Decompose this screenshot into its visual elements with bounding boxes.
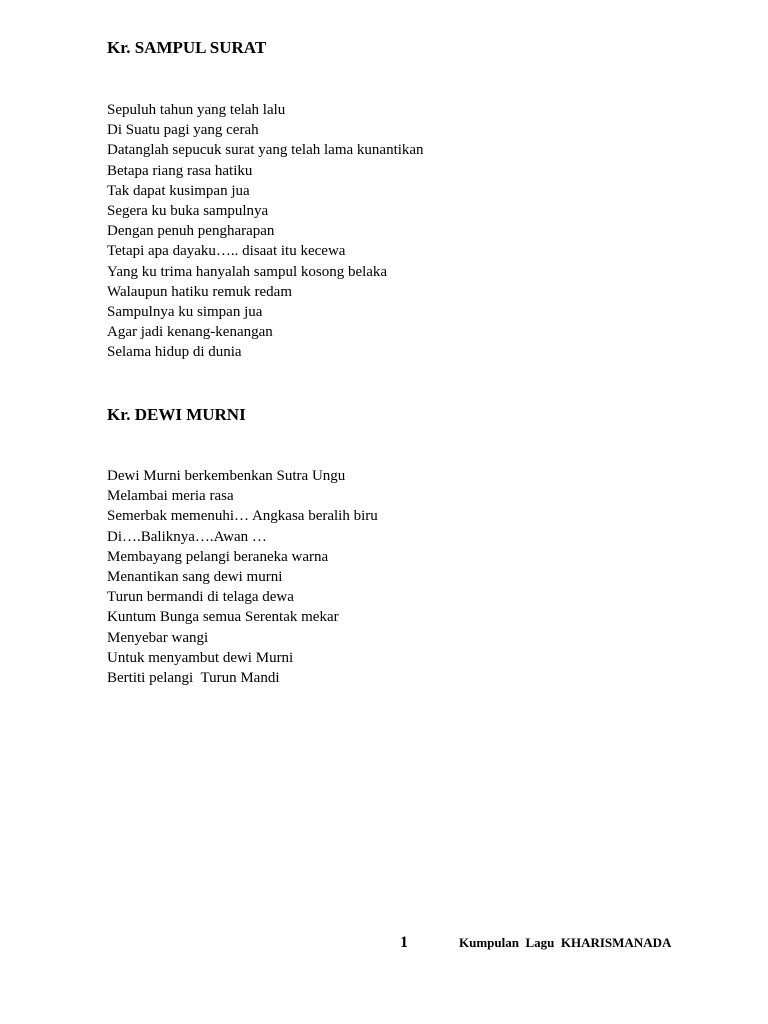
lyrics-dewi-murni bbox=[107, 466, 378, 688]
lyric-line: Selama hidup di dunia bbox=[107, 344, 242, 361]
lyric-line: Di….Baliknya….Awan … bbox=[107, 528, 267, 545]
lyric-line: Dengan penuh pengharapan bbox=[107, 223, 275, 240]
lyrics-sampul-surat bbox=[107, 100, 424, 363]
lyric-line: Walaupun hatiku remuk redam bbox=[107, 283, 292, 300]
lyric-line: Segera ku buka sampulnya bbox=[107, 203, 269, 220]
lyric-line: Semerbak memenuhi… Angkasa beralih biru bbox=[107, 508, 378, 525]
collection-name: Kumpulan Lagu KHARISMANADA bbox=[459, 935, 672, 950]
lyric-line: Datanglah sepucuk surat yang telah lama kunantikan bbox=[107, 142, 424, 159]
song-title-sampul-surat: Kr. SAMPUL SURAT bbox=[107, 38, 267, 57]
lyric-line: Membayang pelangi beraneka warna bbox=[107, 548, 329, 565]
lyric-line: Sampulnya ku simpan jua bbox=[107, 304, 263, 321]
page-number: 1 bbox=[400, 934, 408, 951]
page-footer bbox=[0, 933, 768, 953]
lyric-line: Turun bermandi di telaga dewa bbox=[107, 589, 294, 606]
lyric-line: Tak dapat kusimpan jua bbox=[107, 182, 250, 199]
lyric-line: Betapa riang rasa hatiku bbox=[107, 162, 253, 179]
lyric-line: Tetapi apa dayaku….. disaat itu kecewa bbox=[107, 243, 346, 260]
song-title-dewi-murni: Kr. DEWI MURNI bbox=[107, 405, 246, 424]
lyric-line: Menantikan sang dewi murni bbox=[107, 569, 283, 586]
lyric-line: Dewi Murni berkembenkan Sutra Ungu bbox=[107, 468, 346, 484]
lyric-line: Menyebar wangi bbox=[107, 629, 209, 646]
lyric-line: Sepuluh tahun yang telah lalu bbox=[107, 102, 286, 118]
lyric-line: Melambai meria rasa bbox=[107, 488, 234, 505]
lyric-line: Yang ku trima hanyalah sampul kosong belaka bbox=[107, 263, 388, 280]
lyric-line: Untuk menyambut dewi Murni bbox=[107, 649, 294, 666]
lyric-line: Di Suatu pagi yang cerah bbox=[107, 122, 259, 139]
lyric-line: Bertiti pelangi Turun Mandi bbox=[107, 670, 280, 687]
lyric-line: Agar jadi kenang-kenangan bbox=[107, 324, 273, 341]
lyric-line: Kuntum Bunga semua Serentak mekar bbox=[107, 609, 339, 626]
